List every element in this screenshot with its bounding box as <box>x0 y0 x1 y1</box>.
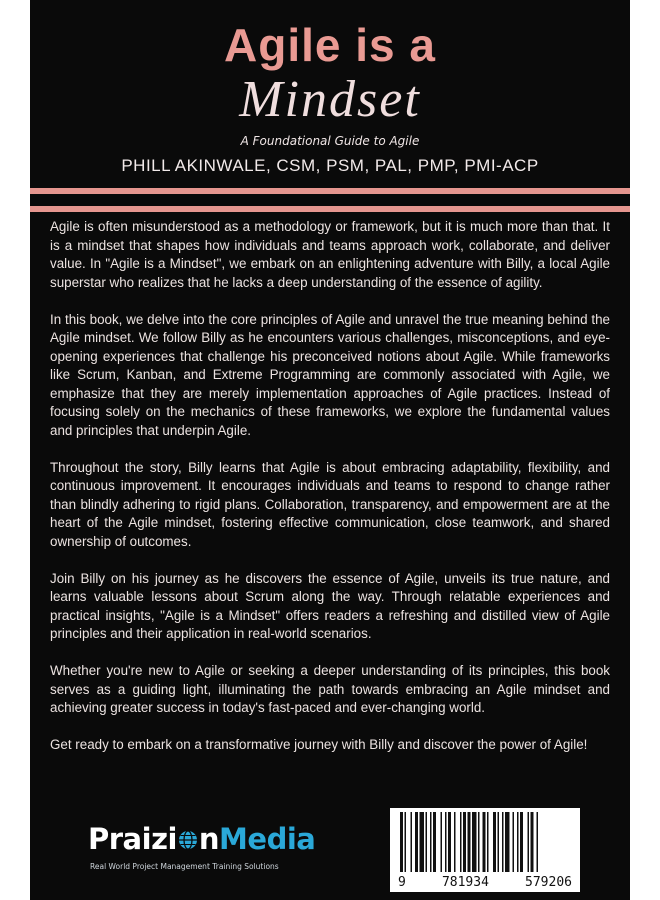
barcode-bar <box>493 812 496 872</box>
barcode-bar <box>498 812 500 872</box>
blurb-paragraph: Throughout the story, Billy learns that Agile is about embracing adaptability, flexibility, and continuous improvement. It encourages individuals and teams to respond to change rather than blindly adhering to rigid plans. Collaboration, transparency, and empowerment are at the heart of the Agile mindset, fostering effective communication, close teamwork, and shared ownership of outcomes. <box>50 459 610 549</box>
publisher-logo <box>88 822 348 882</box>
publisher-name-part1: Praizi <box>88 822 177 856</box>
book-back-cover <box>30 0 630 900</box>
barcode-bar <box>468 812 471 872</box>
barcode-bar <box>513 812 515 872</box>
barcode-bar <box>537 812 539 872</box>
barcode-bar <box>415 812 418 872</box>
barcode-digit-group2: 579206 <box>525 875 572 890</box>
barcode-bar <box>472 812 477 872</box>
barcode-bar <box>478 812 480 872</box>
barcode-bar <box>448 812 451 872</box>
barcode-digit-first: 9 <box>398 875 406 890</box>
blurb-paragraph: Whether you're new to Agile or seeking a deeper understanding of its principles, this book serves as a guiding light, illuminating the path towards embracing an Agile mindset and achieving greater success in today's fast-paced and ever-changing world. <box>50 663 610 715</box>
blurb-paragraph: Get ready to embark on a transformative journey with Billy and discover the power of Agile! <box>50 737 588 752</box>
globe-icon <box>177 829 199 851</box>
barcode-bars <box>396 812 574 872</box>
back-cover-blurb <box>50 218 610 773</box>
accent-stripe-bottom <box>30 206 630 212</box>
accent-stripe-top <box>30 188 630 194</box>
barcode-bar <box>528 812 530 872</box>
publisher-name-part2: n <box>198 822 220 856</box>
barcode-bar <box>502 812 504 872</box>
barcode-digits <box>390 875 580 890</box>
barcode-bar <box>520 812 523 872</box>
barcode-bar <box>483 812 486 872</box>
barcode-bar <box>463 812 466 872</box>
barcode-digit-group1: 781934 <box>441 875 489 890</box>
publisher-name-part3: Media <box>219 822 316 856</box>
blurb-paragraph: Join Billy on his journey as he discovers the essence of Agile, unveils its true nature, and learns valuable lessons about Scrum along the way. Through relatable experiences and practical insights, "Agile is a Mindset" offers readers a refreshing and distilled view of Agile principles and their application in real-world scenarios. <box>50 570 610 641</box>
blurb-paragraph: Agile is often misunderstood as a methodology or framework, but it is much more than that. It is a mindset that shapes how individuals and teams approach work, collaborate, and deliver value. In "Agile is a Mindset", we embark on an enlightening adventure with Billy, a local Agile superstar who realizes that he lacks a deep understanding of the essence of agility. <box>50 219 610 290</box>
barcode-bar <box>405 812 407 872</box>
barcode-bar <box>430 812 432 872</box>
barcode-bar <box>445 812 447 872</box>
barcode-bar <box>400 812 403 872</box>
title-line-2: Mindset <box>239 71 421 128</box>
isbn-barcode <box>390 808 580 892</box>
barcode-bar <box>441 812 443 872</box>
barcode-bar <box>517 812 519 872</box>
barcode-bar <box>433 812 436 872</box>
barcode-bar <box>487 812 489 872</box>
blurb-paragraph: In this book, we delve into the core principles of Agile and unravel the true meaning behind the Agile mindset. We follow Billy as he encounters various challenges, misconceptions, and eye-opening experiences that challenge his preconceived notions about Agile. While frameworks like Scrum, Kanban, and Extreme Programming are commonly associated with Agile, we emphasize that they are merely implementation approaches of Agile practices. Instead of focusing solely on the mechanics of these frameworks, we explore the fundamental values and principles that underpin Agile. <box>50 311 610 438</box>
barcode-bar <box>531 812 534 872</box>
barcode-bar <box>505 812 510 872</box>
title-line-1: Agile is a <box>224 19 436 71</box>
author-credentials: PHILL AKINWALE, CSM, PSM, PAL, PMP, PMI-ACP <box>121 156 539 175</box>
publisher-name <box>88 822 315 856</box>
barcode-bar <box>460 812 462 872</box>
barcode-bar <box>454 812 456 872</box>
subtitle: A Foundational Guide to Agile <box>240 134 420 148</box>
barcode-bar <box>426 812 428 872</box>
barcode-bar <box>411 812 413 872</box>
publisher-tagline: Real World Project Management Training Solutions <box>90 862 279 871</box>
barcode-bar <box>420 812 425 872</box>
